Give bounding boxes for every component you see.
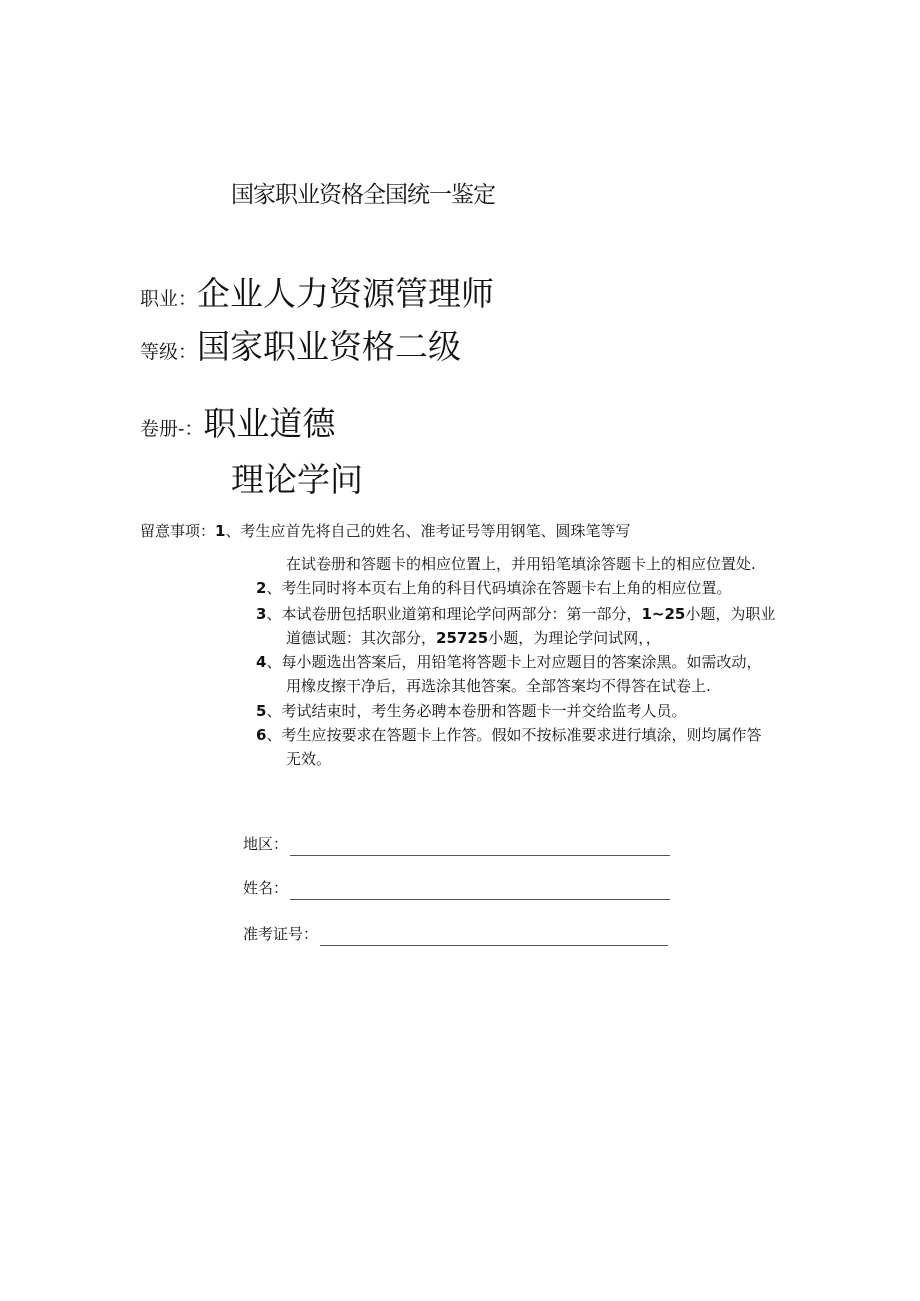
level-row xyxy=(140,323,461,377)
occupation-value: 企业人力资源管理师 xyxy=(197,274,495,313)
notice-item-1-line1 xyxy=(140,519,630,543)
notice-item-5-number: 5 xyxy=(256,702,267,720)
notice-item-6-number: 6 xyxy=(256,726,267,744)
notice-item-6-text: 、考生应按要求在答题卡上作答。假如不按标准要求进行填涂，则均属作答 xyxy=(266,726,762,744)
volume-value-line2: 理论学问 xyxy=(231,460,363,499)
notice-item-3-range: 1~25 xyxy=(641,605,686,623)
volume-label: 卷册-： xyxy=(140,418,204,440)
region-label: 地区： xyxy=(243,835,289,853)
notice-item-4-line1 xyxy=(256,650,761,674)
name-label: 姓名： xyxy=(243,879,289,897)
notice-item-3-text-pre: 、本试卷册包括职业道第和理论学问两部分：第一部分， xyxy=(266,605,642,623)
notice-item-1-text: 、考生应首先将自己的姓名、准考证号等用钢笔、圆珠笔等写 xyxy=(225,522,631,540)
notice-item-2-text: 、考生同时将本页右上角的科目代码填涂在答题卡右上角的相应位置。 xyxy=(266,579,732,597)
region-input-line[interactable] xyxy=(290,841,670,856)
notice-item-3-line2 xyxy=(286,626,661,650)
notice-item-3-line2-range: 25725 xyxy=(436,629,489,647)
volume-row xyxy=(140,400,335,454)
notice-item-1-number: 1 xyxy=(215,522,226,540)
exam-id-input-line[interactable] xyxy=(320,931,668,946)
notice-item-3-line2-pre: 道德试题：其次部分， xyxy=(286,629,437,647)
notice-title: 留意事项： xyxy=(140,522,216,540)
notice-item-3-number: 3 xyxy=(256,605,267,623)
notice-item-1-line2: 在试卷册和答题卡的相应位置上，并用铅笔填涂答题卡上的相应位置处. xyxy=(286,555,756,573)
notice-item-5-text: 、考试结束时，考生务必聘本卷册和答题卡一并交给监考人员。 xyxy=(266,702,687,720)
occupation-row xyxy=(140,270,494,324)
exam-id-field-row xyxy=(243,922,668,946)
notice-item-2-number: 2 xyxy=(256,579,267,597)
name-field-row xyxy=(243,876,670,900)
notice-item-3-line2-post: 小题，为理论学问试网，， xyxy=(488,629,661,647)
level-label: 等级： xyxy=(140,341,198,363)
notice-item-3-text-post: 小题，为职业 xyxy=(685,605,776,623)
notice-item-6-line2: 无效。 xyxy=(286,750,332,768)
notice-item-4-number: 4 xyxy=(256,653,267,671)
volume-value-line1: 职业道德 xyxy=(203,404,336,443)
notice-item-6-line1 xyxy=(256,723,761,747)
notice-item-4-text: 、每小题选出答案后，用铅笔将答题卡上对应题目的答案涂黑。如需改动， xyxy=(266,653,762,671)
region-field-row xyxy=(243,832,670,856)
level-value: 国家职业资格二级 xyxy=(197,327,462,366)
notice-item-4-line2: 用橡皮擦干净后，再选涂其他答案。全部答案均不得答在试卷上. xyxy=(286,677,711,695)
notice-item-3-line1 xyxy=(256,602,775,626)
name-input-line[interactable] xyxy=(290,885,670,900)
exam-header-title: 国家职业资格全国统一鉴定 xyxy=(231,182,495,208)
occupation-label: 职业： xyxy=(140,288,198,310)
notice-item-5 xyxy=(256,699,686,723)
exam-id-label: 准考证号： xyxy=(243,925,319,943)
notice-item-2 xyxy=(256,576,731,600)
volume-row-2 xyxy=(231,456,363,510)
